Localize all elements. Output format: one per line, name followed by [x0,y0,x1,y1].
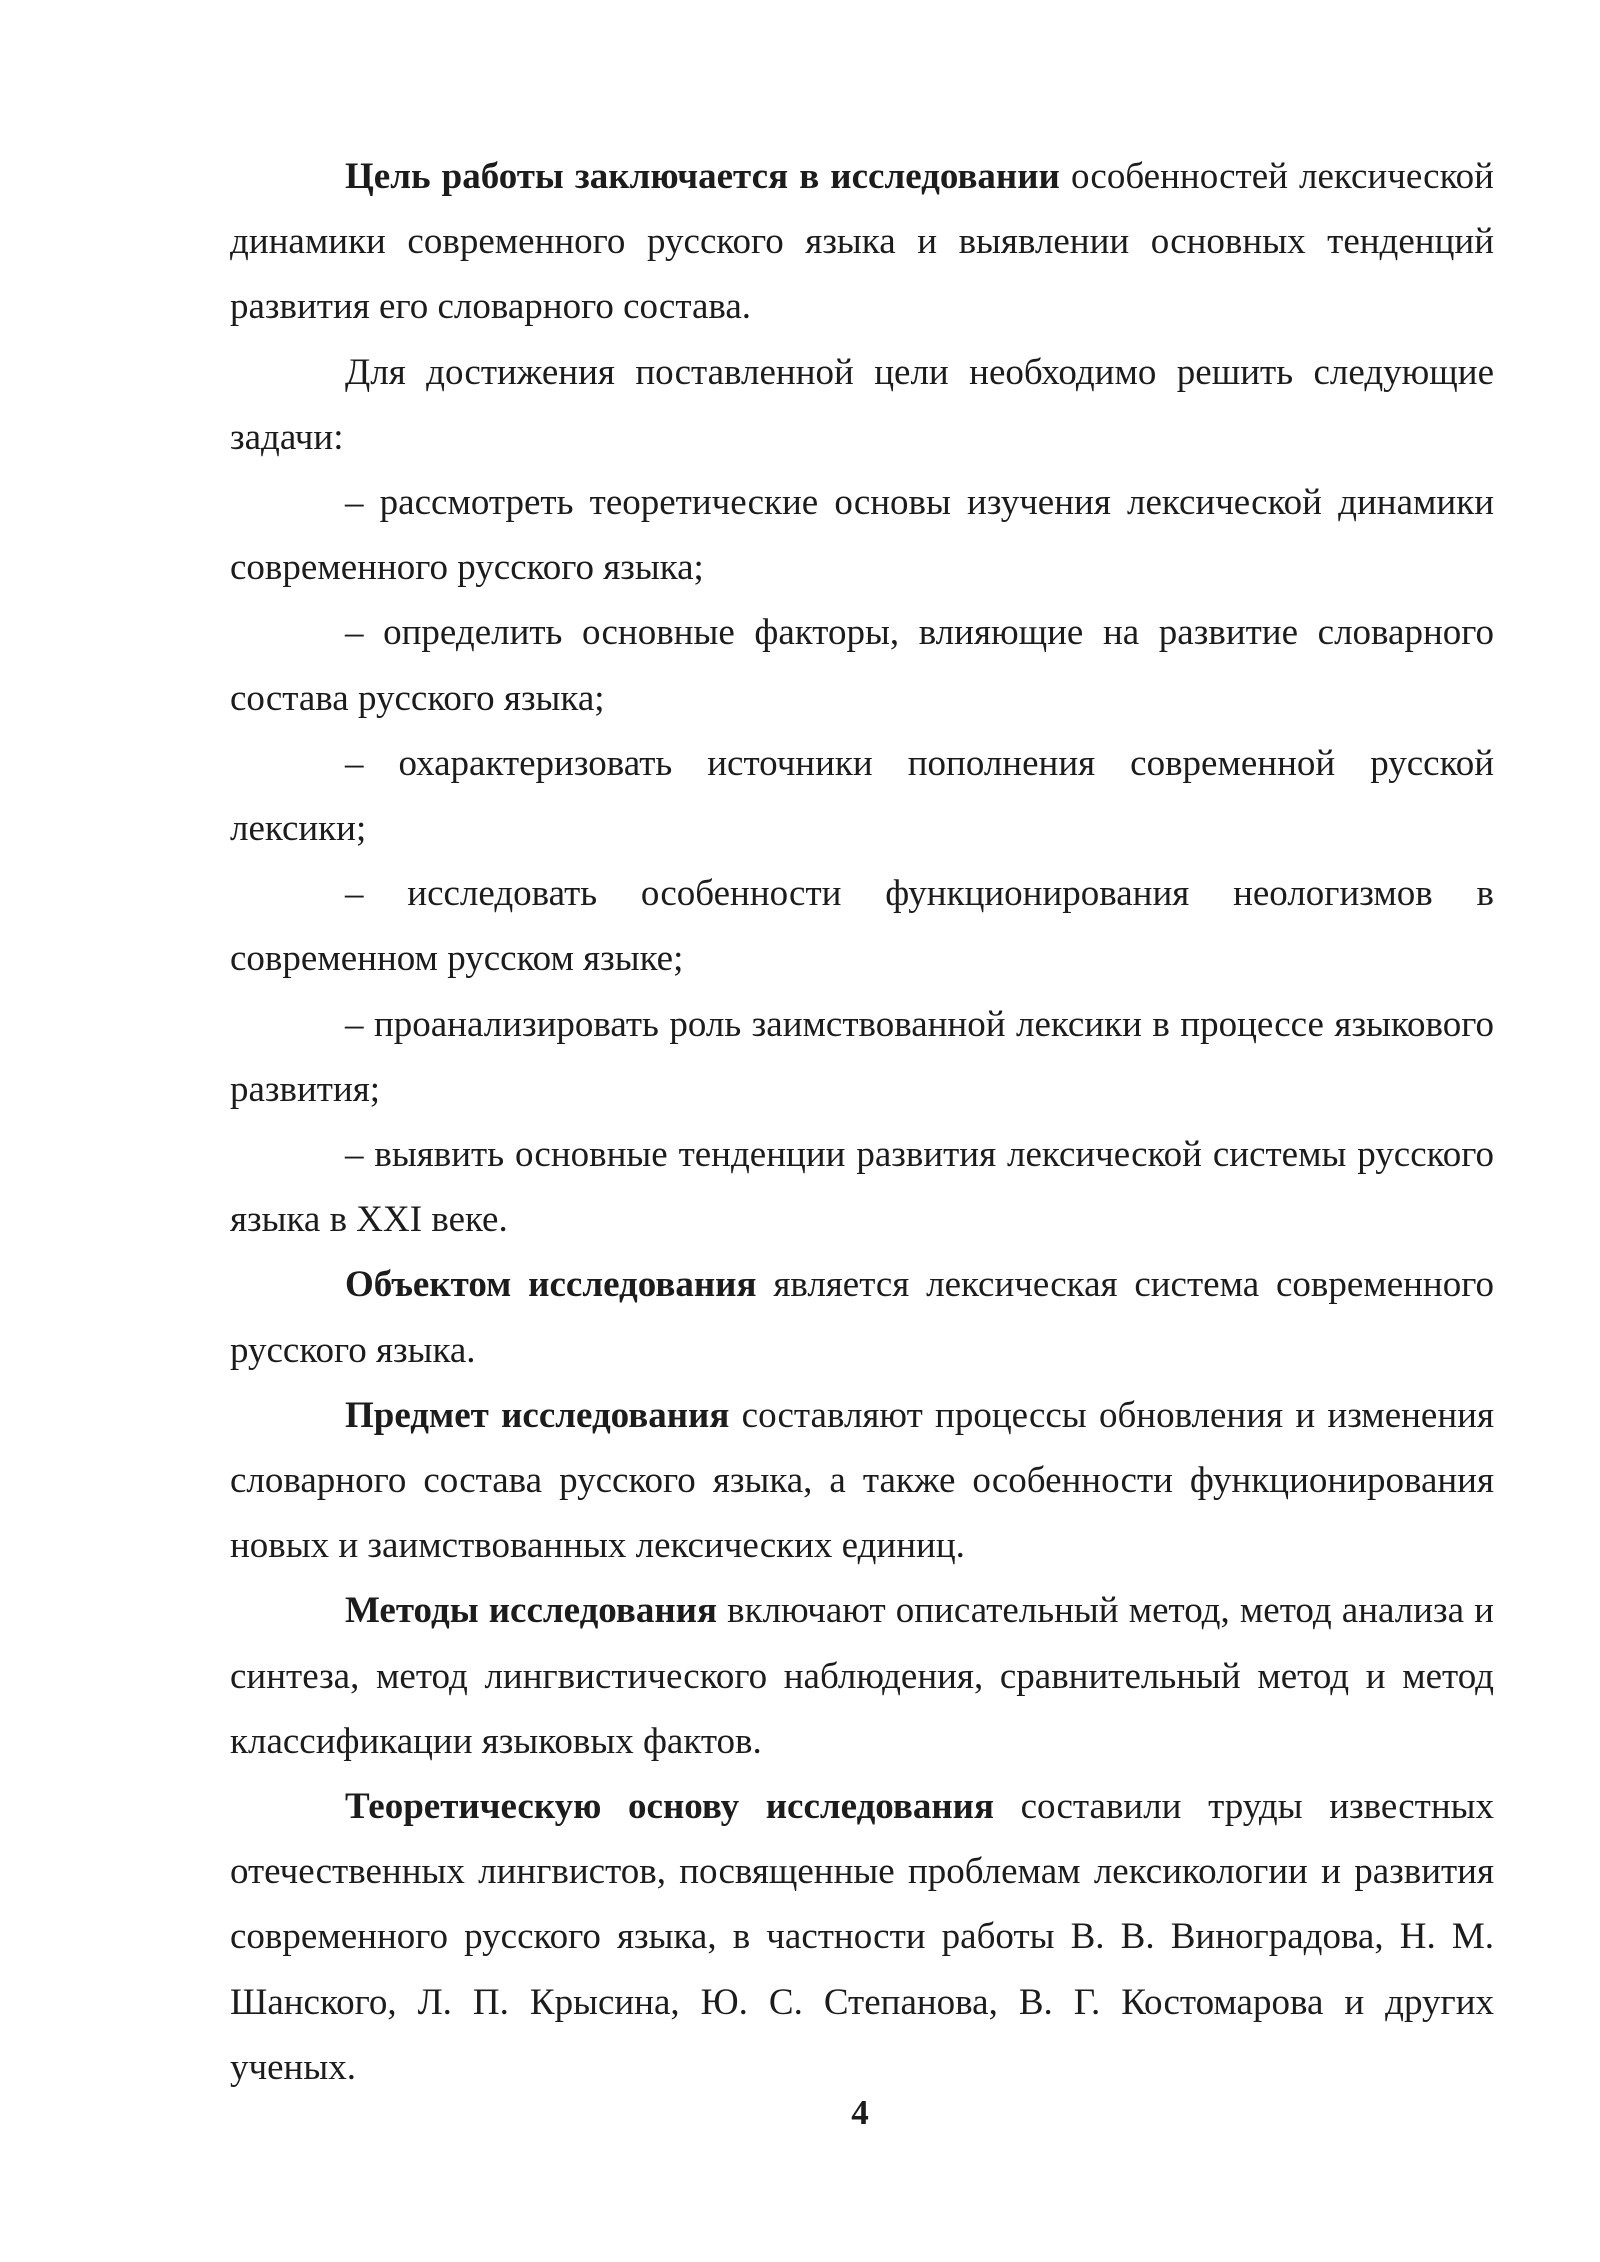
subject-lead: Предмет исследования [345,1394,730,1436]
subject-text: составляют процессы обновления и изменения словарного состава русского языка, а также особенности функционирования новых и заимствованных лексических единиц. [230,1394,1494,1567]
object-lead: Объектом исследования [345,1264,757,1306]
task-item: – рассмотреть теоретические основы изучения лексической динамики современного русского языка; [230,482,1494,589]
goal-text: особенностей лексической динамики современного русского языка и выявлении основных тенденций развития его словарного состава. [230,156,1494,328]
object-text: является лексическая система современного русского языка. [230,1264,1494,1371]
methods-paragraph [230,1578,1494,1774]
theory-text: составили труды известных отечественных лингвистов, посвященные проблемам лексикологии и развития современного русского языка, в частности работы В. В. Виноградова, Н. М. Шанского, Л. П. Крысина, Ю. С. Степанова, В. Г. Костомарова и других ученых. [230,1786,1494,2088]
goal-lead: Цель работы заключается в исследовании [345,156,1060,197]
task-item: – охарактеризовать источники пополнения современной русской лексики; [230,742,1494,850]
theory-lead: Теоретическую основу исследования [345,1786,994,1828]
goal-paragraph [230,144,1494,340]
subject-paragraph [230,1383,1494,1579]
object-paragraph [230,1252,1494,1382]
methods-text: включают описательный метод, метод анализа и синтеза, метод лингвистического наблюдения, сравнительный метод и метод классификации языковых фактов. [230,1590,1494,1762]
document-body [230,144,1494,2100]
task-item: – проанализировать роль заимствованной лексики в процессе языкового развития; [230,1003,1494,1110]
tasks-intro-paragraph: Для достижения поставленной цели необходимо решить следующие задачи: [230,351,1494,458]
task-item: – выявить основные тенденции развития лексической системы русского языка в XXI веке. [230,1134,1494,1241]
task-item: – исследовать особенности функционирования неологизмов в современном русском языке; [230,873,1494,980]
task-item: – определить основные факторы, влияющие на развитие словарного состава русского языка; [230,612,1494,719]
theory-paragraph [230,1774,1494,2100]
page-number: 4 [851,2093,869,2132]
methods-lead: Методы исследования [345,1590,717,1632]
